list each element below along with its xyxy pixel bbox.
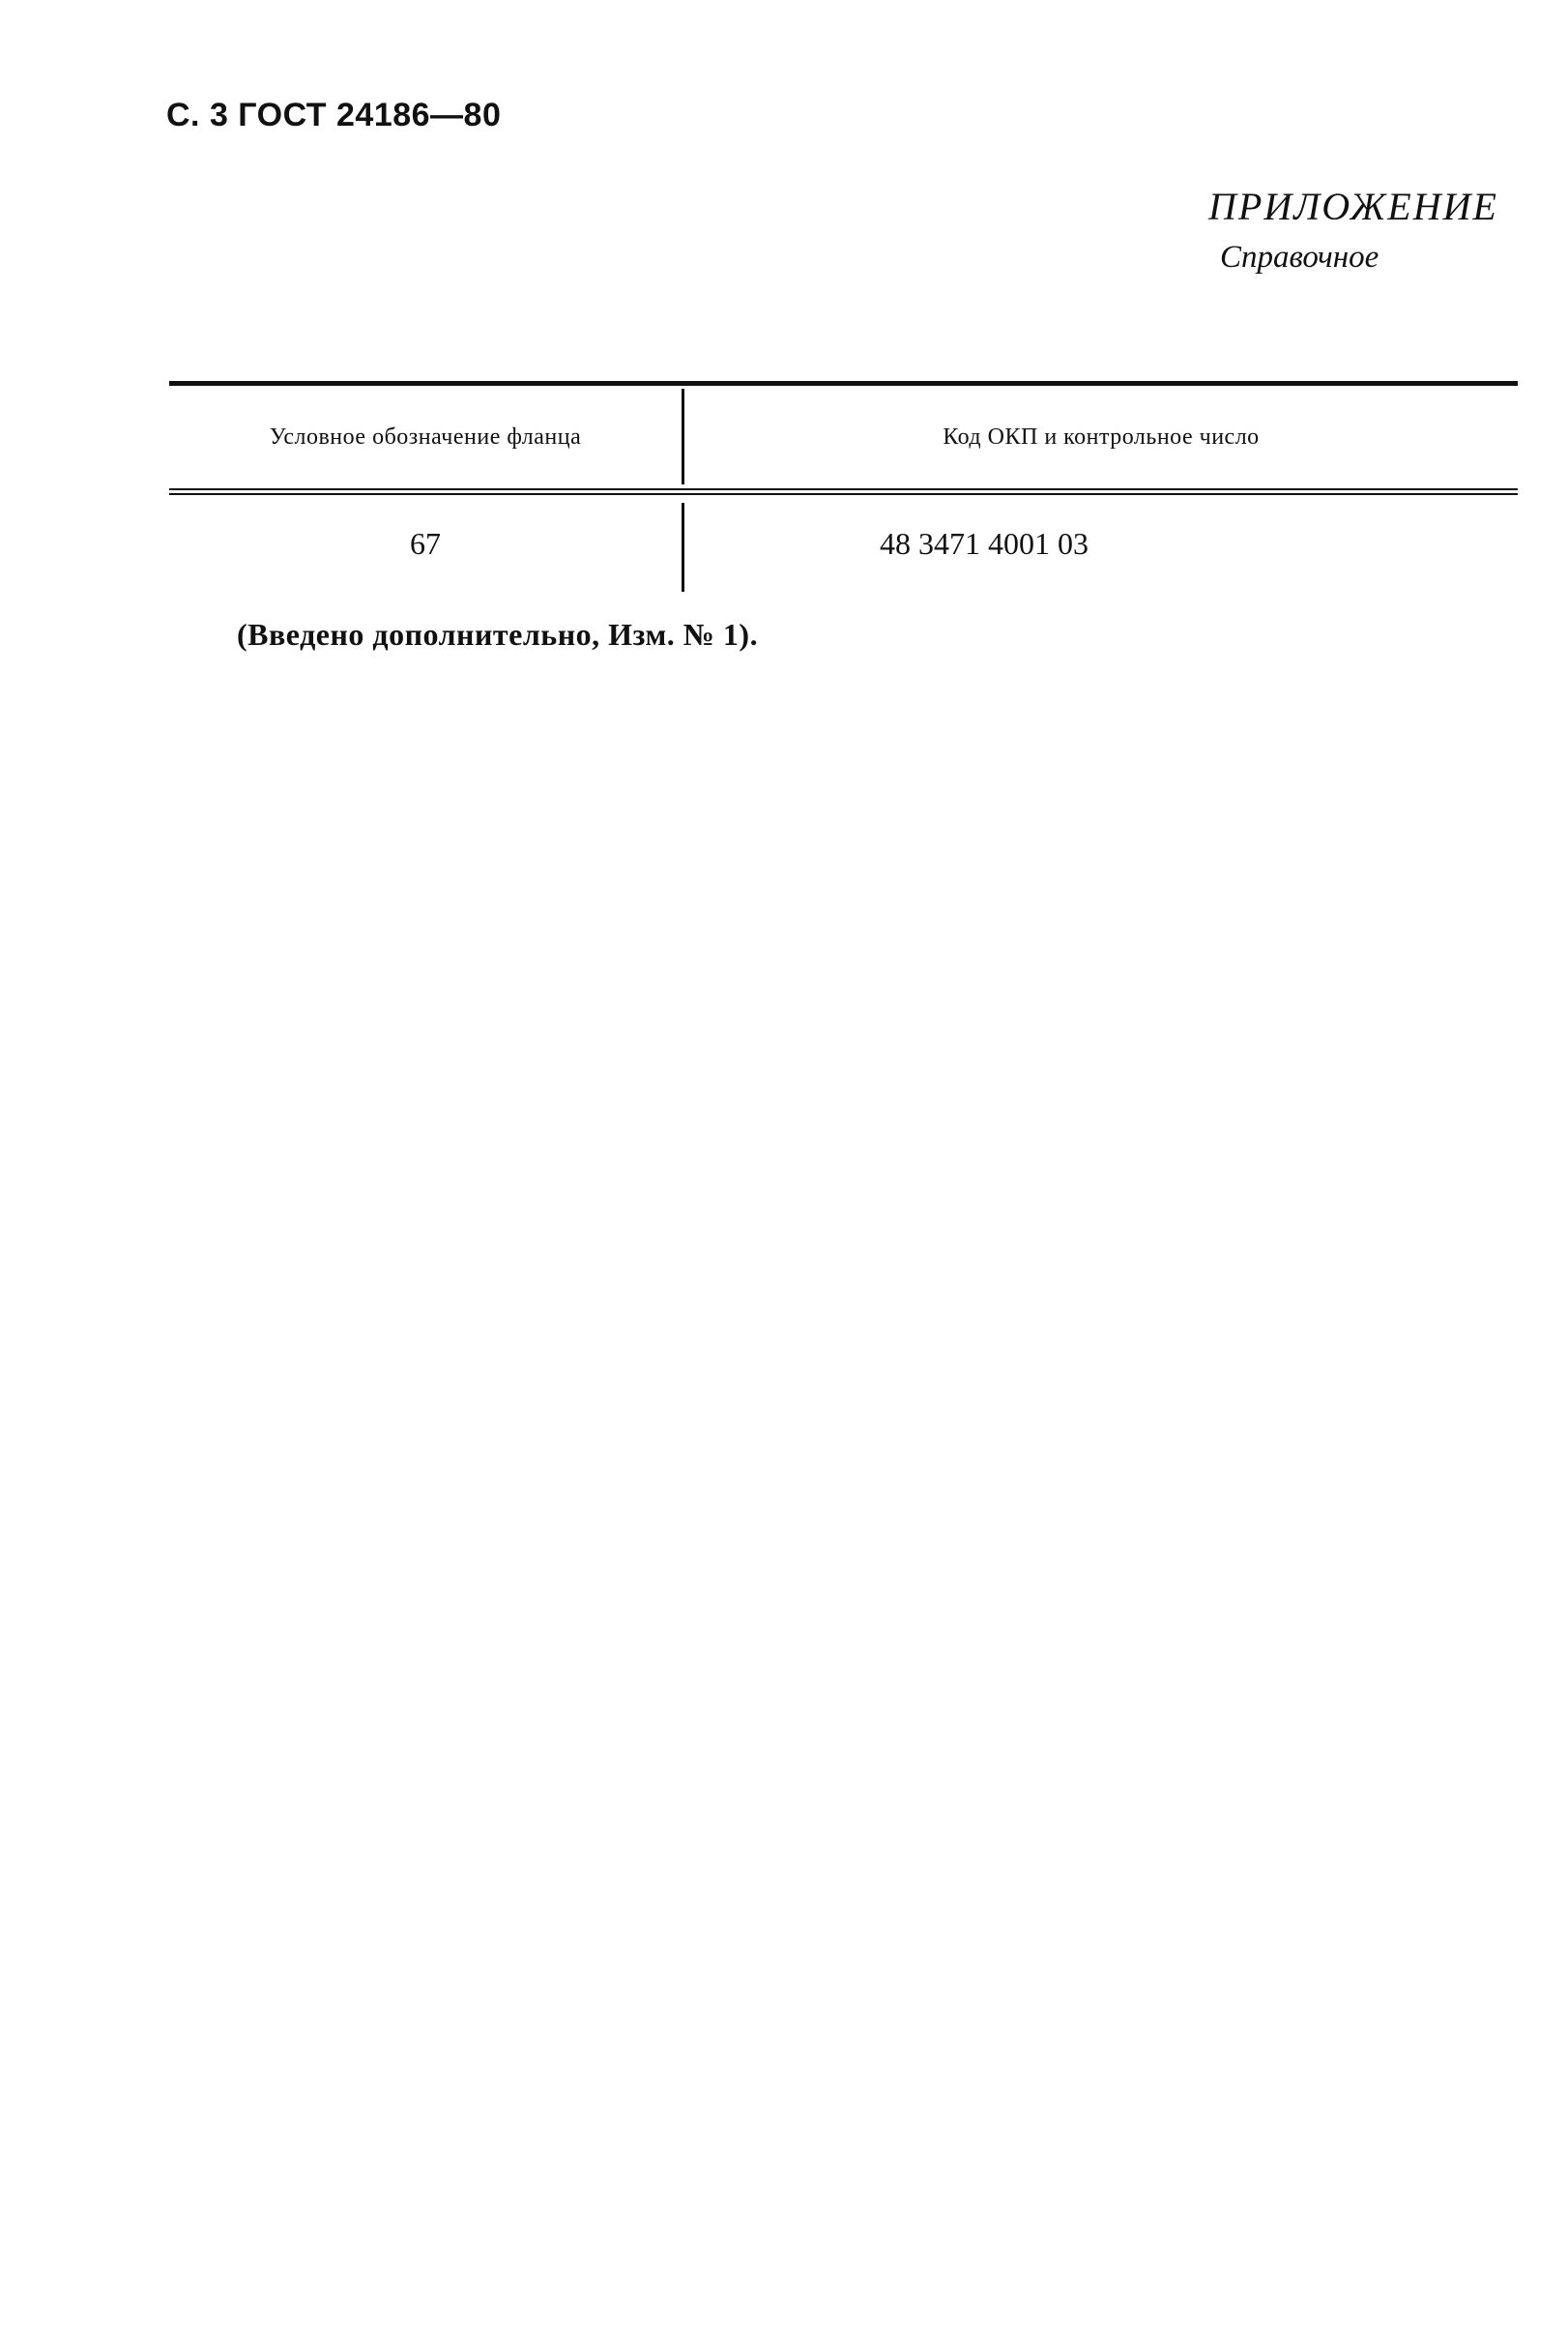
appendix-title: ПРИЛОЖЕНИЕ bbox=[1208, 185, 1498, 228]
table-cell-flange-designation: 67 bbox=[410, 526, 441, 561]
page-header: С. 3 ГОСТ 24186—80 bbox=[166, 97, 502, 133]
column-header-label: Условное обозначение фланца bbox=[269, 424, 582, 450]
amendment-note: (Введено дополнительно, Изм. № 1). bbox=[237, 617, 759, 652]
column-header-okp-code bbox=[684, 389, 1518, 485]
table-cell-okp-code: 48 3471 4001 03 bbox=[880, 526, 1089, 561]
data-table bbox=[169, 381, 1518, 603]
table-top-rule bbox=[169, 381, 1518, 386]
column-header-flange-designation bbox=[169, 389, 682, 485]
column-header-label: Код ОКП и контрольное число bbox=[943, 424, 1260, 450]
appendix-subtitle: Справочное bbox=[1220, 240, 1379, 275]
header-double-rule bbox=[169, 488, 1518, 495]
